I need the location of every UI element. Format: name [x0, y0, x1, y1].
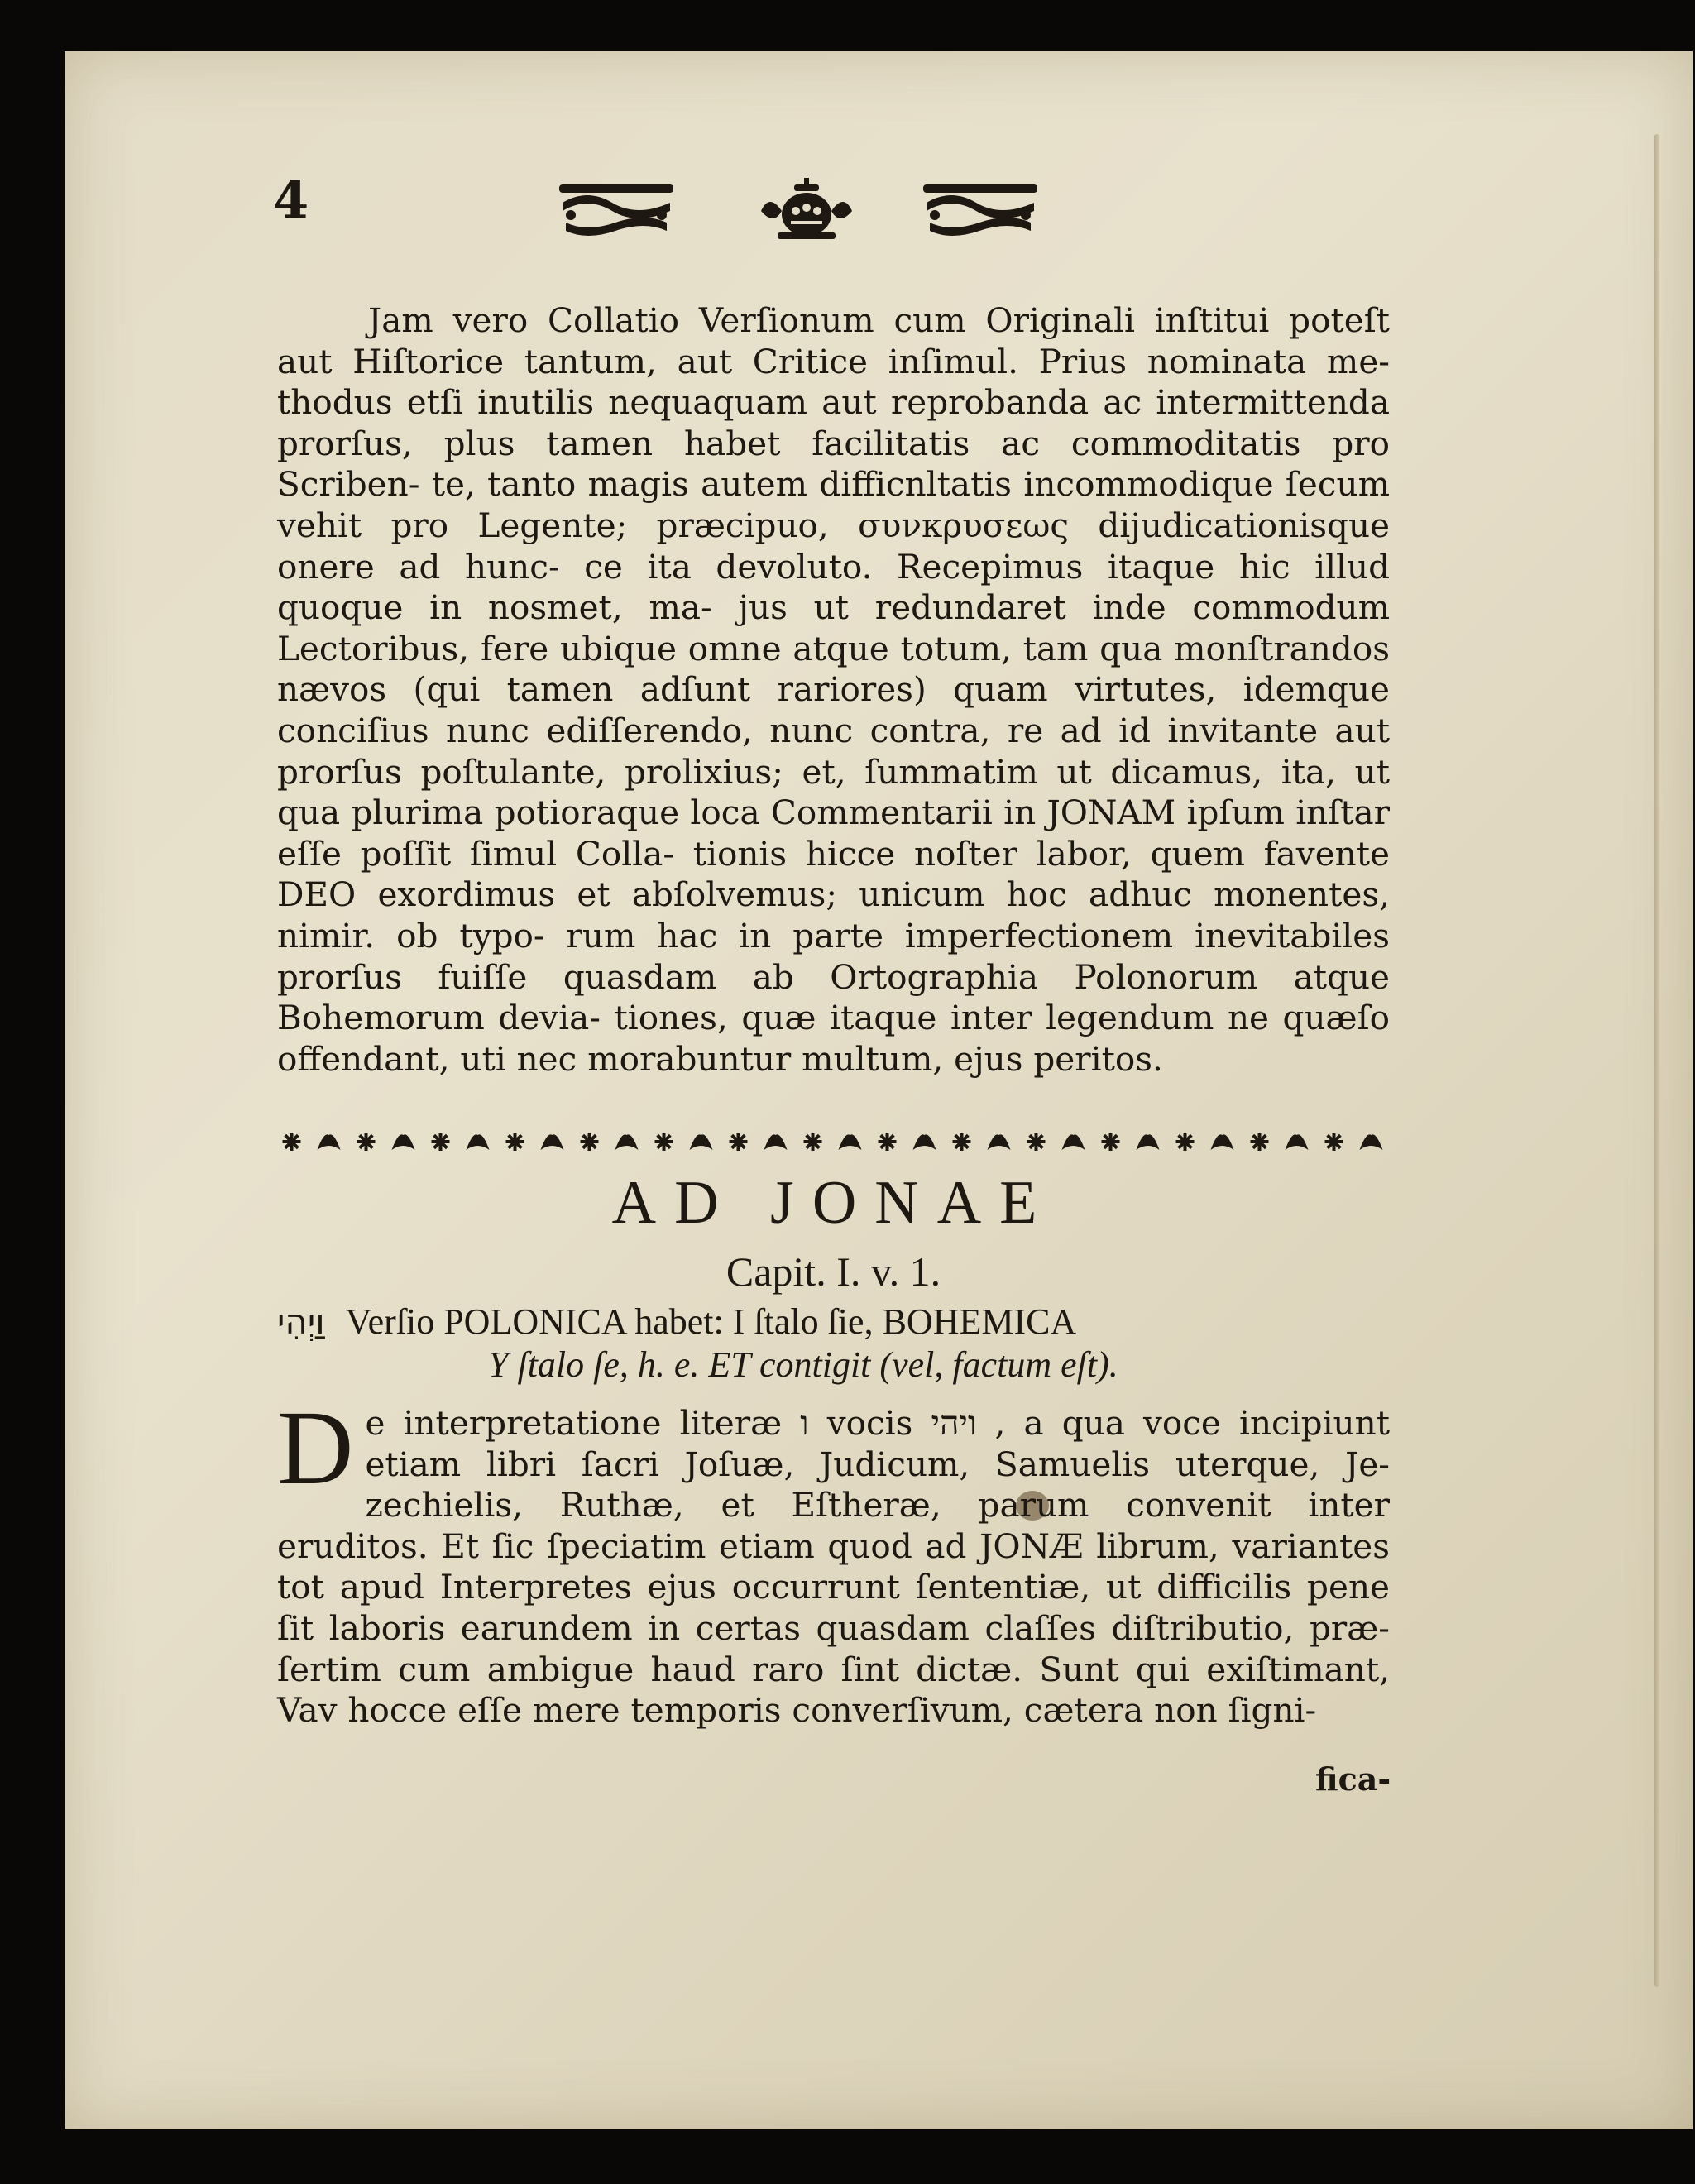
intro-line: tionis hicce noſter labor, quem favente DEO exordimus et [277, 833, 1390, 915]
divider-star-icon [1102, 1133, 1120, 1151]
divider-star-icon [879, 1133, 897, 1151]
intro-line: aut Hiſtorice tantum, aut Critice inſimul. Prius nominata me- [277, 341, 1390, 381]
page-number: 4 [273, 170, 309, 230]
body-text [277, 1389, 1391, 1731]
versio-text-2: Y ſtalo ſe, h. e. ET contigit (vel, factum eſt). [488, 1344, 1118, 1385]
intro-text [277, 300, 1390, 1080]
page-header [273, 161, 1390, 252]
divider-star-icon [1027, 1133, 1046, 1151]
divider-fleuron-icon [392, 1134, 415, 1150]
intro-line: Legente; præcipuo, συνκρυσεως dijudicationisque onere ad hunc- [277, 505, 1391, 587]
intro-line: nunc contra, re ad id invitante aut prorſus poſtulante, prolixius; [277, 710, 1390, 792]
divider-fleuron-icon [1137, 1134, 1160, 1150]
divider-fleuron-icon [615, 1134, 639, 1150]
divider-star-icon [1176, 1133, 1195, 1151]
intro-line: jus ut redundaret inde commodum Lectoribus, fere ubique omne [277, 587, 1390, 668]
divider-star-icon [655, 1133, 673, 1151]
chapter-heading: Capit. I. v. 1. [725, 1248, 941, 1295]
intro-line: et, ſummatim ut dicamus, ita, ut qua plurima potioraque [277, 751, 1390, 833]
hebrew-word: וַיְהִי [277, 1301, 325, 1342]
body-line: apud Interpretes ejus occurrunt ſententiæ, ut difficilis pene [339, 1567, 1390, 1607]
divider-fleuron-icon [318, 1134, 341, 1150]
divider-star-icon [804, 1133, 822, 1151]
ornament-scroll-icon [554, 178, 678, 242]
intro-line: ce ita devoluto. Recepimus itaque hic illud quoque in nosmet, ma- [277, 546, 1391, 628]
body-paragraph [277, 1389, 1391, 1731]
divider-fleuron-icon [1360, 1134, 1383, 1150]
divider-fleuron-icon [764, 1134, 788, 1150]
divider-fleuron-icon [690, 1134, 713, 1150]
divider-fleuron-icon [1211, 1134, 1234, 1150]
divider-fleuron-icon [1062, 1134, 1085, 1150]
divider-fleuron-icon [988, 1134, 1011, 1150]
crown-icon [745, 178, 869, 242]
divider-star-icon [953, 1133, 971, 1151]
divider-star-icon [357, 1133, 376, 1151]
intro-paragraph [277, 300, 1390, 1080]
divider-fleuron-icon [1286, 1134, 1309, 1150]
section-title: AD JONAE [611, 1169, 1056, 1237]
intro-line: tiones, quæ itaque inter legendum ne quæſo offendant, uti nec [277, 998, 1390, 1079]
intro-line: te, tanto magis autem difficnltatis incommodique ſecum vehit pro [277, 464, 1390, 545]
intro-line: morabuntur multum, ejus peritos. [587, 1038, 1163, 1079]
body-line: e interpretatione literæ ו vocis ויהי , a qua voce incipiunt [365, 1403, 1390, 1443]
divider-fleuron-icon [913, 1134, 936, 1150]
ornamental-divider [273, 1127, 1390, 1157]
intro-line: prorſus, plus tamen habet facilitatis ac commoditatis pro Scriben- [277, 423, 1390, 505]
intro-line: loca Commentarii in JONAM ipſum inſtar eſſe poſſit ſimul Colla- [277, 793, 1390, 874]
versio-note [277, 1300, 1390, 1387]
divider-star-icon [730, 1133, 748, 1151]
intro-line: quasdam ab Ortographia Polonorum atque Bohemorum devia- [277, 956, 1391, 1038]
body-line: Vav hocce eſſe mere temporis converſivum, cætera non ſigni- [277, 1690, 1317, 1731]
intro-line: atque totum, tam qua monſtrandos nævos (qui tamen adſunt [277, 628, 1390, 710]
divider-fleuron-icon [467, 1134, 490, 1150]
divider-star-icon [283, 1133, 301, 1151]
divider-star-icon [506, 1133, 524, 1151]
versio-line-1 [277, 1300, 1390, 1343]
intro-line: thodus etſi inutilis nequaquam aut reprobanda ac intermittenda [277, 382, 1390, 423]
body-line: ſertim cum ambigue haud raro ſint dictæ. Sunt qui exiſtimant, [277, 1649, 1390, 1689]
divider-star-icon [432, 1133, 450, 1151]
body-line: Et ſic ſpeciatim etiam quod ad JONÆ librum, variantes tot [277, 1525, 1391, 1607]
intro-line: rariores) quam virtutes, idemque conciſius nunc ediſſerendo, [277, 669, 1390, 750]
page-edge [1654, 134, 1659, 1987]
intro-line: abſolvemus; unicum hoc adhuc monentes, nimir. ob typo- [277, 874, 1391, 956]
divider-star-icon [581, 1133, 599, 1151]
intro-line: Jam vero Collatio Verſionum cum Originali inſtitui poteſt [368, 300, 1390, 340]
divider-star-icon [1325, 1133, 1343, 1151]
body-line: etiam libri ſacri Joſuæ, Judicum, Samuelis uterque, Je- [365, 1444, 1390, 1484]
intro-line: rum hac in parte imperfectionem inevitabiles prorſus fuiſſe [277, 915, 1391, 997]
versio-text-1: Verſio POLONICA habet: I ſtalo ſie, BOHEMICA [345, 1301, 1077, 1342]
body-line: zechielis, Ruthæ, et Eſtheræ, parum convenit inter eruditos. [277, 1485, 1390, 1566]
drop-cap: D [277, 1389, 354, 1506]
ornament-scroll-icon [918, 178, 1042, 242]
divider-star-icon [1251, 1133, 1269, 1151]
body-line: ſit laboris earundem in certas quasdam claſſes diſtributio, præ- [277, 1607, 1390, 1648]
divider-fleuron-icon [541, 1134, 564, 1150]
divider-fleuron-icon [839, 1134, 862, 1150]
catchword: fica- [1315, 1760, 1391, 1798]
